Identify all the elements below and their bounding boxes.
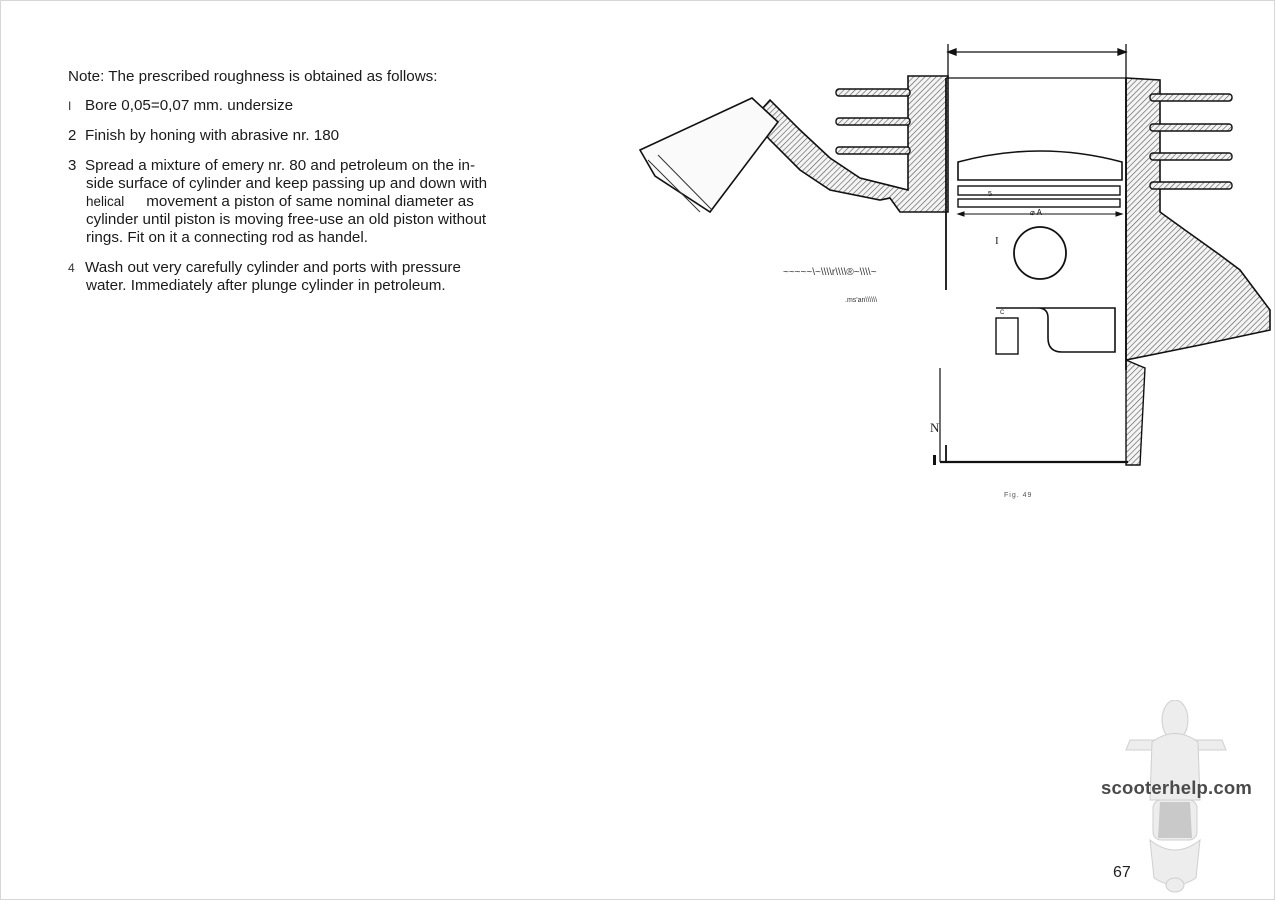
step-text: Bore 0,05=0,07 mm. undersize bbox=[85, 97, 294, 114]
step-1 bbox=[68, 97, 588, 115]
stray-ocr-text: .ms'an\\\\\\ bbox=[845, 297, 878, 304]
label-i: I bbox=[995, 235, 999, 247]
step-number: 4 bbox=[68, 261, 75, 275]
step-number: I bbox=[68, 99, 72, 113]
step-text-cont: movement a piston of same nominal diameter as bbox=[146, 193, 474, 210]
helical-word: helical bbox=[86, 194, 125, 209]
label-c: C bbox=[1000, 310, 1005, 316]
step-text-cont: side surface of cylinder and keep passing up and down with bbox=[86, 175, 488, 192]
note-heading: Note: The prescribed roughness is obtained as follows: bbox=[68, 68, 438, 85]
label-diameter-a: ⌀ A bbox=[1030, 208, 1042, 217]
label-n: N bbox=[930, 420, 940, 435]
cylinder-left-wall bbox=[640, 76, 948, 212]
step-3 bbox=[68, 157, 588, 247]
tick-mark bbox=[933, 455, 936, 465]
label-5: 5 bbox=[988, 191, 992, 198]
stray-ocr-text: ~~~~~\~\\\\r\\\\®~\\\\~ bbox=[783, 267, 877, 278]
step-number: 2 bbox=[68, 127, 77, 144]
figure-caption: Fig. 49 bbox=[1004, 492, 1033, 499]
instruction-text bbox=[68, 68, 588, 307]
piston bbox=[958, 151, 1122, 354]
step-text: Finish by honing with abrasive nr. 180 bbox=[85, 127, 340, 144]
cylinder-piston-drawing bbox=[630, 36, 1275, 516]
bore-dimension-line bbox=[948, 44, 1126, 78]
step-text: Spread a mixture of emery nr. 80 and petroleum on the in- bbox=[85, 157, 476, 174]
step-4 bbox=[68, 259, 588, 295]
site-brand: scooterhelp.com bbox=[1101, 777, 1253, 798]
step-number: 3 bbox=[68, 157, 77, 174]
page-number: 67 bbox=[1113, 864, 1131, 881]
step-2 bbox=[68, 127, 588, 145]
cylinder-right-wall bbox=[1126, 78, 1270, 465]
step-text-cont: rings. Fit on it a connecting rod as handel. bbox=[86, 229, 368, 246]
step-text-cont: cylinder until piston is moving free-use an old piston without bbox=[86, 211, 487, 228]
step-text-cont: water. Immediately after plunge cylinder in petroleum. bbox=[86, 277, 446, 294]
step-text: Wash out very carefully cylinder and ports with pressure bbox=[85, 259, 461, 276]
